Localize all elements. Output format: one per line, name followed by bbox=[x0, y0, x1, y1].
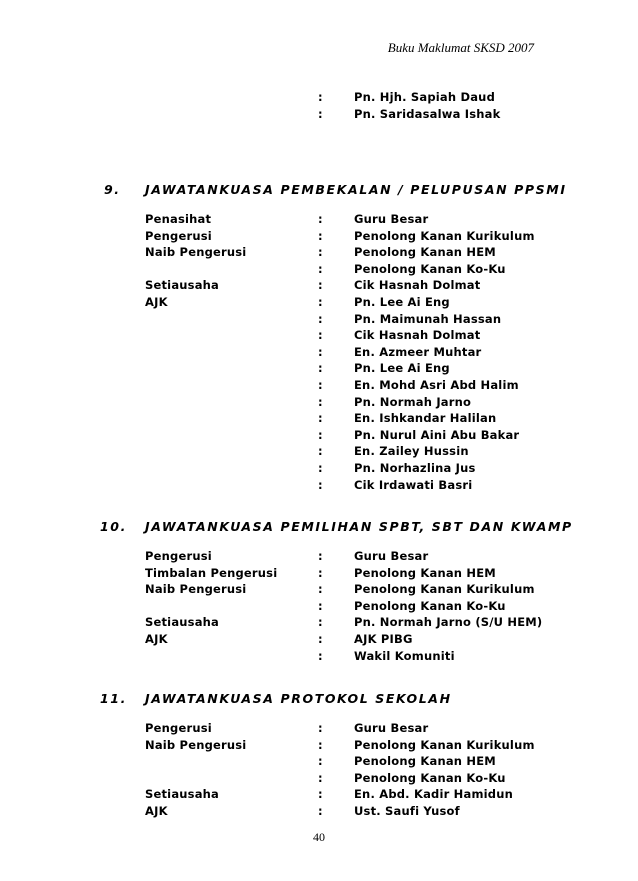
colon-separator: : bbox=[318, 245, 323, 260]
member-name: Pn. Normah Jarno bbox=[354, 394, 472, 409]
colon-separator: : bbox=[318, 648, 323, 663]
member-name: Pn. Normah Jarno (S/U HEM) bbox=[354, 615, 543, 630]
member-name: Pn. Lee Ai Eng bbox=[354, 361, 450, 376]
member-name: Pn. Saridasalwa Ishak bbox=[354, 106, 501, 121]
role-label: Naib Pengerusi bbox=[145, 582, 247, 597]
section-number: 10. bbox=[100, 519, 127, 534]
role-label: Setiausaha bbox=[145, 787, 220, 802]
colon-separator: : bbox=[318, 328, 323, 343]
role-label: Pengerusi bbox=[145, 549, 212, 563]
member-name: Penolong Kanan Ko-Ku bbox=[354, 770, 506, 785]
member-name: Pn. Nurul Aini Abu Bakar bbox=[354, 427, 520, 442]
member-name: Penolong Kanan Ko-Ku bbox=[354, 261, 506, 276]
colon-separator: : bbox=[318, 90, 323, 104]
section-number: 11. bbox=[100, 691, 127, 706]
member-name: Guru Besar bbox=[354, 549, 429, 563]
colon-separator: : bbox=[318, 394, 323, 409]
role-label: Penasihat bbox=[145, 212, 212, 226]
member-name: En. Zailey Hussin bbox=[354, 444, 469, 459]
colon-separator: : bbox=[318, 444, 323, 459]
member-name: Ust. Saufi Yusof bbox=[354, 804, 460, 818]
colon-separator: : bbox=[318, 632, 323, 646]
colon-separator: : bbox=[318, 804, 323, 818]
member-name: Penolong Kanan HEM bbox=[354, 754, 496, 769]
member-name: Pn. Hjh. Sapiah Daud bbox=[354, 90, 496, 104]
page-number: 40 bbox=[313, 830, 325, 844]
role-label: AJK bbox=[145, 804, 168, 818]
member-name: Penolong Kanan HEM bbox=[354, 245, 496, 260]
section-number: 9. bbox=[104, 182, 121, 197]
colon-separator: : bbox=[318, 754, 323, 769]
role-label: Timbalan Pengerusi bbox=[145, 565, 278, 580]
colon-separator: : bbox=[318, 295, 323, 309]
member-name: Guru Besar bbox=[354, 721, 429, 735]
member-name: Penolong Kanan HEM bbox=[354, 565, 496, 580]
colon-separator: : bbox=[318, 261, 323, 276]
member-name: En. Ishkandar Halilan bbox=[354, 411, 497, 426]
colon-separator: : bbox=[318, 311, 323, 326]
section-title: JAWATANKUASA PEMBEKALAN / PELUPUSAN PPSMI bbox=[145, 182, 567, 197]
colon-separator: : bbox=[318, 787, 323, 802]
colon-separator: : bbox=[318, 344, 323, 359]
colon-separator: : bbox=[318, 549, 323, 563]
colon-separator: : bbox=[318, 361, 323, 376]
colon-separator: : bbox=[318, 615, 323, 630]
member-name: Penolong Kanan Kurikulum bbox=[354, 228, 535, 243]
colon-separator: : bbox=[318, 411, 323, 426]
colon-separator: : bbox=[318, 427, 323, 442]
role-label: Naib Pengerusi bbox=[145, 245, 247, 260]
section-title: JAWATANKUASA PROTOKOL SEKOLAH bbox=[145, 691, 452, 706]
member-name: Wakil Komuniti bbox=[354, 648, 455, 663]
page-header: Buku Maklumat SKSD 2007 bbox=[387, 40, 534, 55]
colon-separator: : bbox=[318, 228, 323, 243]
member-name: Penolong Kanan Kurikulum bbox=[354, 737, 535, 752]
colon-separator: : bbox=[318, 770, 323, 785]
member-name: Penolong Kanan Ko-Ku bbox=[354, 598, 506, 613]
role-label: AJK bbox=[145, 295, 168, 309]
colon-separator: : bbox=[318, 598, 323, 613]
role-label: Setiausaha bbox=[145, 615, 220, 630]
colon-separator: : bbox=[318, 582, 323, 597]
member-name: Pn. Lee Ai Eng bbox=[354, 295, 450, 309]
colon-separator: : bbox=[318, 461, 323, 475]
member-name: Pn. Norhazlina Jus bbox=[354, 461, 476, 475]
member-name: Cik Hasnah Dolmat bbox=[354, 328, 481, 343]
member-name: AJK PIBG bbox=[354, 632, 413, 646]
member-name: En. Azmeer Muhtar bbox=[354, 344, 482, 359]
colon-separator: : bbox=[318, 737, 323, 752]
role-label: Naib Pengerusi bbox=[145, 737, 247, 752]
colon-separator: : bbox=[318, 278, 323, 293]
section-title: JAWATANKUASA PEMILIHAN SPBT, SBT DAN KWAMP bbox=[145, 519, 573, 534]
member-name: En. Mohd Asri Abd Halim bbox=[354, 378, 519, 392]
role-label: Setiausaha bbox=[145, 278, 220, 293]
colon-separator: : bbox=[318, 565, 323, 580]
colon-separator: : bbox=[318, 212, 323, 226]
colon-separator: : bbox=[318, 378, 323, 392]
role-label: Pengerusi bbox=[145, 721, 212, 735]
member-name: Guru Besar bbox=[354, 212, 429, 226]
role-label: AJK bbox=[145, 632, 168, 646]
member-name: Cik Hasnah Dolmat bbox=[354, 278, 481, 293]
colon-separator: : bbox=[318, 477, 323, 492]
member-name: Cik Irdawati Basri bbox=[354, 477, 473, 492]
role-label: Pengerusi bbox=[145, 228, 212, 243]
member-name: Penolong Kanan Kurikulum bbox=[354, 582, 535, 597]
colon-separator: : bbox=[318, 106, 323, 121]
colon-separator: : bbox=[318, 721, 323, 735]
member-name: Pn. Maimunah Hassan bbox=[354, 311, 502, 326]
member-name: En. Abd. Kadir Hamidun bbox=[354, 787, 513, 802]
